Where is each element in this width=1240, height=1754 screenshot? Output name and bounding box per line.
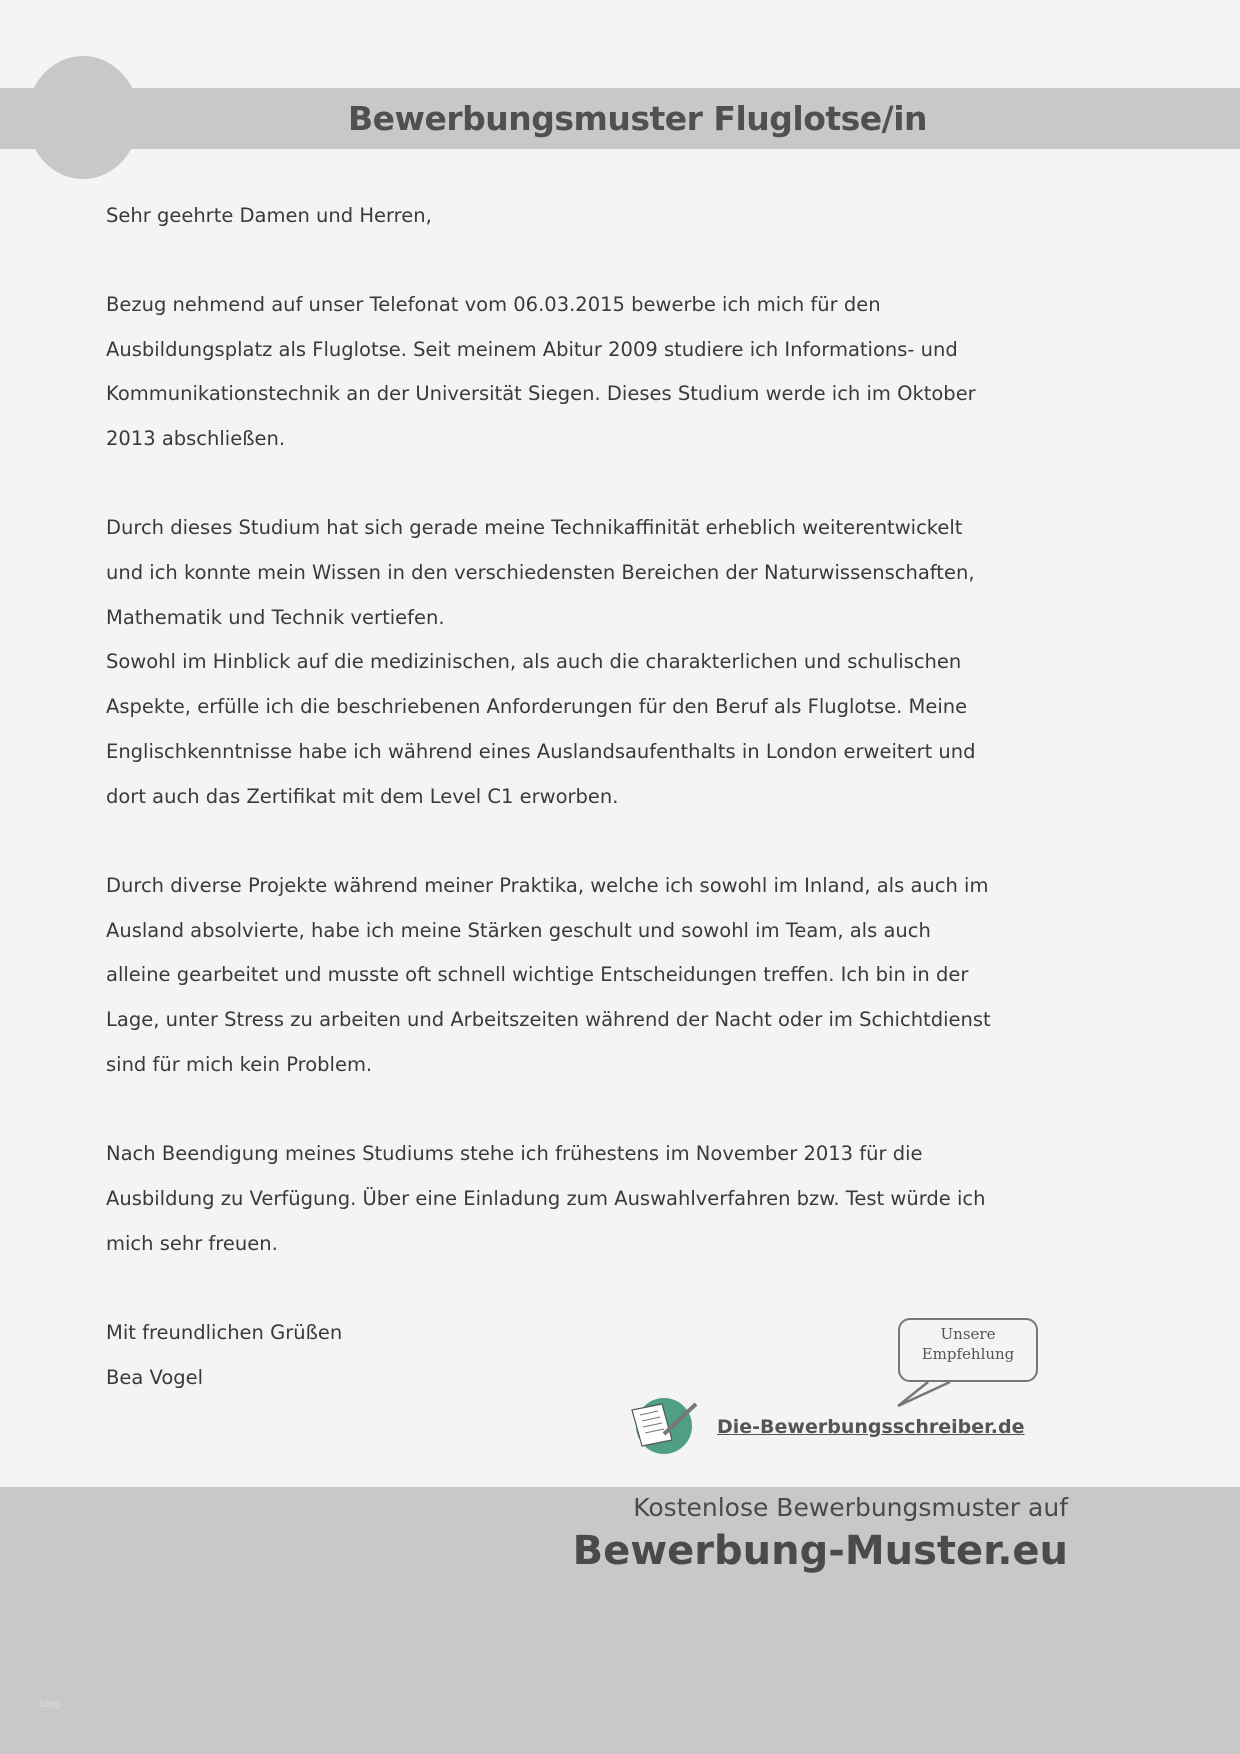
letter-line: sind für mich kein Problem. [106, 1053, 373, 1076]
speech-bubble-tail [890, 1380, 990, 1410]
watermark: blog [40, 1700, 60, 1710]
bubble-line-1: Unsere [940, 1325, 996, 1343]
letter-line: Ausbildung zu Verfügung. Über eine Einladung zum Auswahlverfahren bzw. Test würde ich [106, 1187, 986, 1210]
letter-line: Bezug nehmend auf unser Telefonat vom 06.03.2015 bewerbe ich mich für den [106, 293, 881, 316]
recommendation-bubble [898, 1318, 1038, 1382]
letter-line: Bea Vogel [106, 1366, 204, 1389]
letter-line: Durch diverse Projekte während meiner Praktika, welche ich sowohl im Inland, als auch im [106, 874, 989, 897]
footer-tagline: Kostenlose Bewerbungsmuster auf [633, 1493, 1068, 1522]
letter-line: Nach Beendigung meines Studiums stehe ich frühestens im November 2013 für die [106, 1142, 923, 1165]
letter-line: Mit freundlichen Grüßen [106, 1321, 343, 1344]
letter-line: alleine gearbeitet und musste oft schnell wichtige Entscheidungen treffen. Ich bin in der [106, 963, 969, 986]
letter-line: Aspekte, erfülle ich die beschriebenen Anforderungen für den Beruf als Fluglotse. Meine [106, 695, 968, 718]
page-title: Bewerbungsmuster Fluglotse/in [347, 99, 928, 138]
bewerbungsschreiber-link[interactable]: Die-Bewerbungsschreiber.de [717, 1416, 1025, 1438]
letter-line: Lage, unter Stress zu arbeiten und Arbeitszeiten während der Nacht oder im Schichtdienst [106, 1008, 991, 1031]
document-pen-icon [628, 1390, 700, 1462]
letter-line: dort auch das Zertifikat mit dem Level C1 erworben. [106, 785, 619, 808]
letter-line: Sowohl im Hinblick auf die medizinischen, als auch die charakterlichen und schulischen [106, 650, 962, 673]
letter-line: und ich konnte mein Wissen in den verschiedensten Bereichen der Naturwissenschaften, [106, 561, 975, 584]
letter-line: Ausbildungsplatz als Fluglotse. Seit meinem Abitur 2009 studiere ich Informations- und [106, 338, 958, 361]
footer-site-name[interactable]: Bewerbung-Muster.eu [572, 1528, 1068, 1574]
letter-line: Sehr geehrte Damen und Herren, [106, 204, 432, 227]
letter-line: Kommunikationstechnik an der Universität Siegen. Dieses Studium werde ich im Oktober [106, 382, 976, 405]
bubble-line-2: Empfehlung [921, 1345, 1015, 1363]
letter-line: mich sehr freuen. [106, 1232, 278, 1255]
letter-line: Ausland absolvierte, habe ich meine Stärken geschult und sowohl im Team, als auch [106, 919, 931, 942]
letter-line: Durch dieses Studium hat sich gerade meine Technikaffinität erheblich weiterentwickelt [106, 516, 963, 539]
letter-line: 2013 abschließen. [106, 427, 286, 450]
letter-line: Englischkenntnisse habe ich während eines Auslandsaufenthalts in London erweitert und [106, 740, 976, 763]
letter-line: Mathematik und Technik vertiefen. [106, 606, 445, 629]
